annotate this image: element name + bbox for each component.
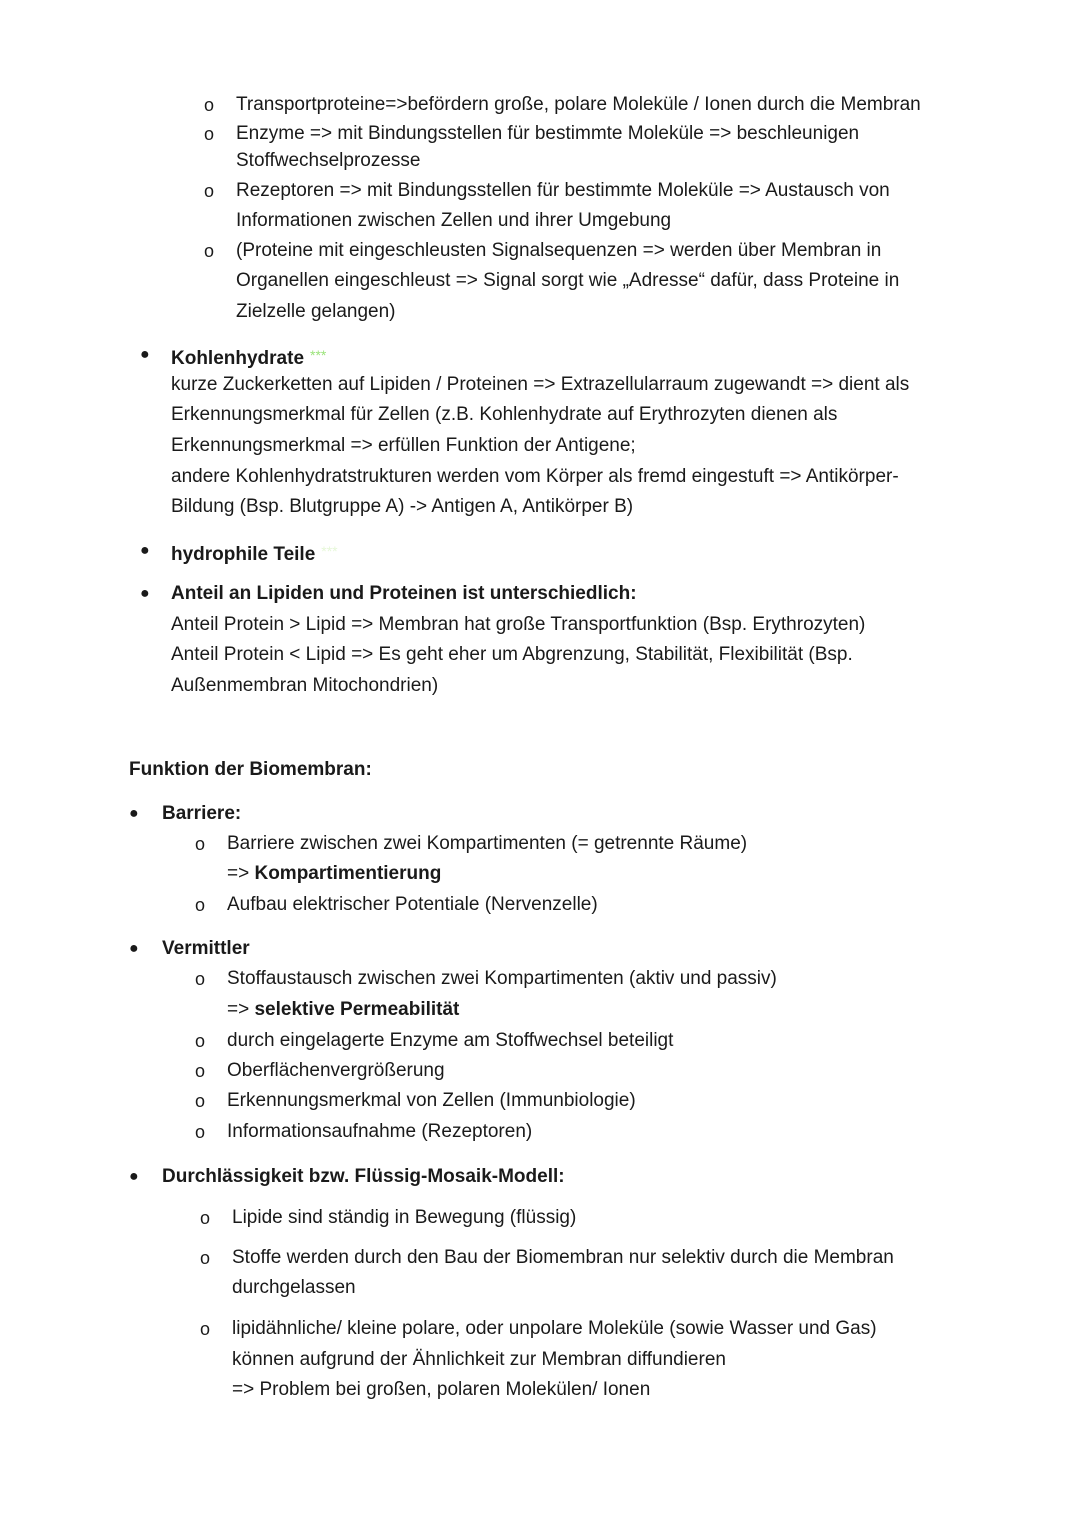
bullet: ● <box>129 805 139 822</box>
circle-bullet: o <box>195 1061 206 1081</box>
protein-transport: Transportproteine=>befördern große, polare Moleküle / Ionen durch die Membran <box>236 94 921 115</box>
barrier-keyword: Kompartimentierung <box>254 863 442 884</box>
circle-bullet: o <box>200 1319 211 1339</box>
circle-bullet: o <box>195 1122 206 1142</box>
protein-receptors-line2: Informationen zwischen Zellen und ihrer Umgebung <box>236 210 672 231</box>
carbs-line3: Erkennungsmerkmal => erfüllen Funktion der Antigene; <box>171 435 636 456</box>
ratio-line2: Anteil Protein < Lipid => Es geht eher um Abgrenzung, Stabilität, Flexibilität (Bsp. <box>171 644 853 665</box>
bullet: ● <box>140 585 150 602</box>
mediator-item3: Oberflächenvergrößerung <box>227 1060 445 1081</box>
circle-bullet: o <box>204 124 215 144</box>
barrier-item2: Aufbau elektrischer Potentiale (Nervenzelle) <box>227 894 598 915</box>
mediator-item1-line2 <box>227 995 459 1025</box>
permeability-item3-line2: können aufgrund der Ähnlichkeit zur Membran diffundieren <box>232 1349 726 1370</box>
mediator-item1-line1: Stoffaustausch zwischen zwei Kompartimenten (aktiv und passiv) <box>227 968 777 989</box>
barrier-arrow: => <box>227 863 255 884</box>
protein-signal-line3: Zielzelle gelangen) <box>236 301 396 322</box>
mediator-item2: durch eingelagerte Enzyme am Stoffwechsel beteiligt <box>227 1030 674 1051</box>
permeability-item1: Lipide sind ständig in Bewegung (flüssig) <box>232 1207 577 1228</box>
permeability-title: Durchlässigkeit bzw. Flüssig-Mosaik-Modell: <box>162 1166 565 1187</box>
mediator-title: Vermittler <box>162 938 250 959</box>
protein-enzymes-line2: Stoffwechselprozesse <box>236 150 421 171</box>
circle-bullet: o <box>195 1091 206 1111</box>
hydrophile-stars: *** <box>321 543 338 559</box>
bullet: ● <box>129 940 139 957</box>
protein-signal-line1: (Proteine mit eingeschleusten Signalsequenzen => werden über Membran in <box>236 240 882 261</box>
circle-bullet: o <box>204 241 215 261</box>
barrier-item1-line1: Barriere zwischen zwei Kompartimenten (= getrennte Räume) <box>227 833 748 854</box>
circle-bullet: o <box>195 895 206 915</box>
carbs-line1: kurze Zuckerketten auf Lipiden / Proteinen => Extrazellularraum zugewandt => dient als <box>171 374 910 395</box>
carbs-stars: *** <box>310 347 327 363</box>
function-title: Funktion der Biomembran: <box>129 759 372 780</box>
bullet: ● <box>140 346 150 363</box>
barrier-item1-line2 <box>227 859 441 889</box>
circle-bullet: o <box>204 95 215 115</box>
circle-bullet: o <box>204 181 215 201</box>
protein-receptors-line1: Rezeptoren => mit Bindungsstellen für bestimmte Moleküle => Austausch von <box>236 180 890 201</box>
mediator-item5: Informationsaufnahme (Rezeptoren) <box>227 1121 533 1142</box>
mediator-keyword: selektive Permeabilität <box>254 999 460 1020</box>
circle-bullet: o <box>200 1208 211 1228</box>
barrier-title: Barriere: <box>162 803 242 824</box>
carbs-line4: andere Kohlenhydratstrukturen werden vom Körper als fremd eingestuft => Antikörper- <box>171 466 899 487</box>
bullet: ● <box>129 1168 139 1185</box>
circle-bullet: o <box>195 969 206 989</box>
carbs-title: Kohlenhydrate <box>171 348 305 369</box>
circle-bullet: o <box>195 834 206 854</box>
protein-signal-line2: Organellen eingeschleust => Signal sorgt wie „Adresse“ dafür, dass Proteine in <box>236 270 900 291</box>
permeability-item2-line2: durchgelassen <box>232 1277 356 1298</box>
circle-bullet: o <box>200 1248 211 1268</box>
hydrophile-title: hydrophile Teile <box>171 544 316 565</box>
bullet: ● <box>140 542 150 559</box>
ratio-line3: Außenmembran Mitochondrien) <box>171 675 439 696</box>
carbs-line2: Erkennungsmerkmal für Zellen (z.B. Kohlenhydrate auf Erythrozyten dienen als <box>171 404 838 425</box>
permeability-item3-line1: lipidähnliche/ kleine polare, oder unpolare Moleküle (sowie Wasser und Gas) <box>232 1318 877 1339</box>
mediator-item4: Erkennungsmerkmal von Zellen (Immunbiologie) <box>227 1090 636 1111</box>
protein-enzymes-line1: Enzyme => mit Bindungsstellen für bestimmte Moleküle => beschleunigen <box>236 123 860 144</box>
ratio-title: Anteil an Lipiden und Proteinen ist unterschiedlich: <box>171 583 637 604</box>
circle-bullet: o <box>195 1031 206 1051</box>
carbs-line5: Bildung (Bsp. Blutgruppe A) -> Antigen A, Antikörper B) <box>171 496 634 517</box>
hydrophile-title-row <box>171 536 338 570</box>
permeability-item2-line1: Stoffe werden durch den Bau der Biomembran nur selektiv durch die Membran <box>232 1247 894 1268</box>
mediator-arrow: => <box>227 999 255 1020</box>
carbs-title-row <box>171 340 326 374</box>
permeability-item3-line3: => Problem bei großen, polaren Molekülen/ Ionen <box>232 1379 651 1400</box>
ratio-line1: Anteil Protein > Lipid => Membran hat große Transportfunktion (Bsp. Erythrozyten) <box>171 614 866 635</box>
